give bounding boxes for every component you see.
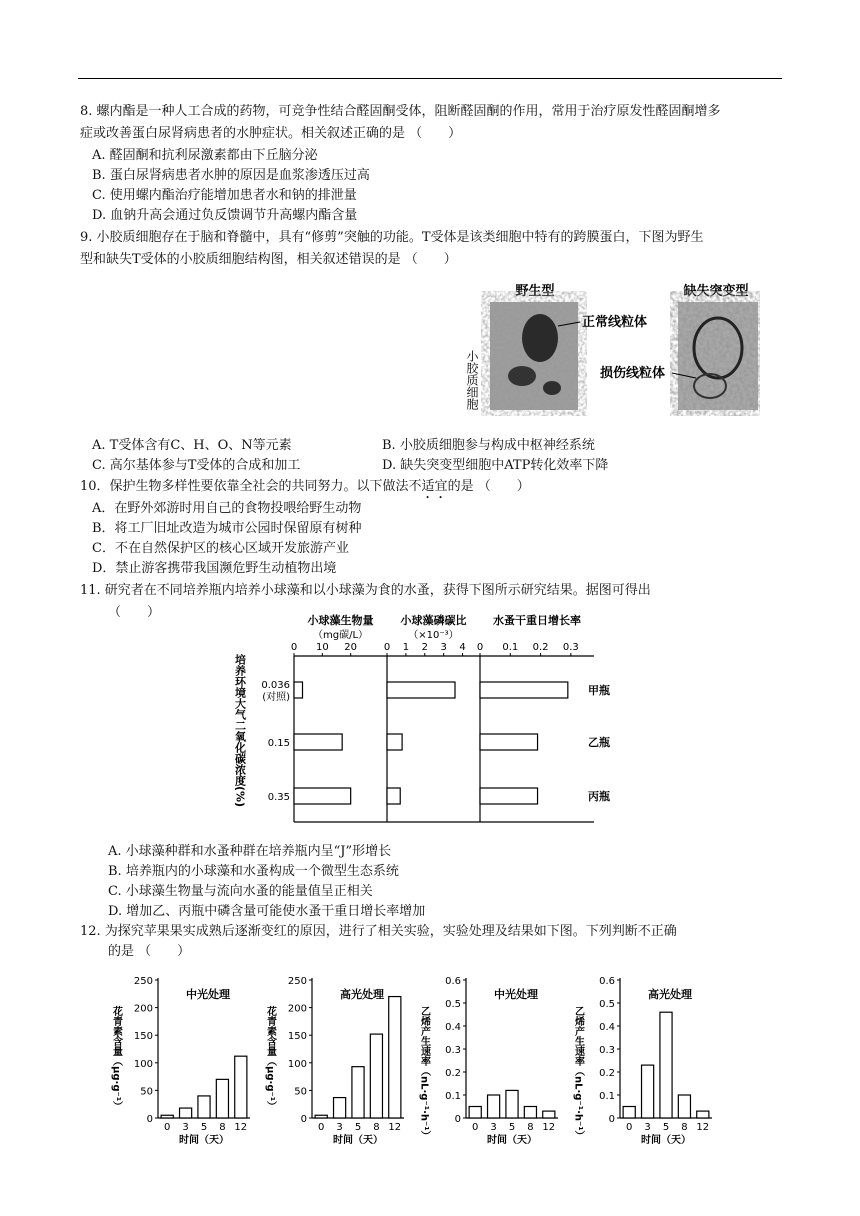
y-axis-title: 乙烯产生速率（nL·g⁻¹·h⁻¹） xyxy=(418,1006,430,1141)
bar xyxy=(660,1012,672,1118)
x-tick-label: 5 xyxy=(200,1122,208,1133)
header-rule xyxy=(78,78,782,79)
x-tick-label: 5 xyxy=(354,1122,362,1133)
q11-chart xyxy=(232,612,612,830)
x-axis-title: 时间（天） xyxy=(333,1135,383,1146)
tick-label: 0.3 xyxy=(562,642,579,653)
x-tick-label: 0 xyxy=(626,1122,633,1133)
q9-option-d: D. 缺失突变型细胞中ATP转化效率下降 xyxy=(382,458,609,473)
bar xyxy=(387,788,400,804)
y-tick-label: 0.1 xyxy=(445,1091,461,1102)
y-tick-label: 200 xyxy=(133,1003,153,1015)
tick-label: 0 xyxy=(383,642,391,653)
normal-mito-label: 正常线粒体 xyxy=(582,315,648,330)
q10-option-c: C．不在自然保护区的核心区域开发旅游产业 xyxy=(92,541,349,556)
bar xyxy=(334,1098,346,1118)
y-tick-label: 0.4 xyxy=(445,1022,461,1033)
q8-option-a: A. 醛固酮和抗利尿激素都由下丘脑分泌 xyxy=(92,148,318,163)
tick-label: 2 xyxy=(421,642,428,653)
q10-option-d: D．禁止游客携带我国濒危野生动植物出境 xyxy=(92,561,337,576)
bar xyxy=(506,1090,518,1118)
bar xyxy=(524,1107,536,1119)
chart-title: 高光处理 xyxy=(340,988,384,1001)
q11-option-a: A. 小球藻种群和水蚤种群在培养瓶内呈“J”形增长 xyxy=(108,844,392,859)
chart-title: 高光处理 xyxy=(648,988,692,1001)
bar xyxy=(543,1111,555,1118)
y-tick-label: 250 xyxy=(287,976,307,987)
x-tick-label: 3 xyxy=(336,1122,343,1133)
tick-label: 0 xyxy=(290,642,298,653)
tick-label: 1 xyxy=(402,642,410,653)
q8-option-c: C. 使用螺内酯治疗能增加患者水和钠的排泄量 xyxy=(92,188,357,203)
chart-title: 中光处理 xyxy=(494,988,538,1001)
y-tick-label: 0.5 xyxy=(445,999,461,1010)
tick-label: 3 xyxy=(440,642,447,653)
y-tick-label: 100 xyxy=(133,1058,153,1070)
category-label: 0.036 xyxy=(261,680,290,691)
side-label: 小胶质细胞 xyxy=(465,350,479,410)
bar xyxy=(387,734,402,750)
q8-stem-line2: 症或改善蛋白尿肾病患者的水肿症状。相关叙述正确的是 （ ） xyxy=(80,126,462,141)
q10-option-b: B．将工厂旧址改造为城市公园时保留原有树种 xyxy=(92,521,362,536)
y-tick-label: 0.6 xyxy=(599,976,615,987)
normal-mitochondrion xyxy=(522,314,558,362)
y-tick-label: 0.2 xyxy=(445,1068,461,1079)
x-tick-label: 8 xyxy=(527,1122,534,1133)
q8-option-b: B. 蛋白尿肾病患者水肿的原因是血浆渗透压过高 xyxy=(92,168,370,183)
bar xyxy=(387,682,455,698)
q8-stem-line1: 8. 螺内酯是一种人工合成的药物，可竞争性结合醛固酮受体，阻断醛固酮的作用，常用于治疗原发性醛固酮增多 xyxy=(80,104,721,119)
bar xyxy=(294,682,303,698)
q9-stem-line1: 9. 小胶质细胞存在于脑和脊髓中，具有“修剪”突触的功能。T受体是该类细胞中特有的跨膜蛋白，下图为野生 xyxy=(80,230,704,245)
bar xyxy=(216,1079,228,1118)
q9-stem-line2: 型和缺失T受体的小胶质细胞结构图，相关叙述错误的是 （ ） xyxy=(80,252,457,267)
q9-option-b: B. 小胶质细胞参与构成中枢神经系统 xyxy=(382,438,595,453)
y-tick-label: 0.4 xyxy=(599,1022,615,1033)
bar xyxy=(480,682,568,698)
bar xyxy=(488,1095,500,1118)
panel-unit: （mg碳/L） xyxy=(312,630,369,641)
x-tick-label: 3 xyxy=(182,1122,189,1133)
bottle-label: 丙瓶 xyxy=(588,790,610,803)
y-axis-title: 花青素含量（μg·g⁻¹） xyxy=(264,1006,276,1112)
x-axis-title: 时间（天） xyxy=(487,1135,537,1146)
y-axis-title: 花青素含量（μg·g⁻¹） xyxy=(110,1006,122,1112)
bar xyxy=(235,1056,247,1118)
chart-title: 中光处理 xyxy=(186,988,230,1001)
y-tick-label: 0 xyxy=(454,1114,461,1125)
category-label: 0.35 xyxy=(267,792,290,803)
bar xyxy=(294,734,342,750)
q8-option-d: D. 血钠升高会通过负反馈调节升高螺内酯含量 xyxy=(92,208,358,223)
y-tick-label: 250 xyxy=(133,976,153,987)
bar xyxy=(180,1108,192,1118)
bar xyxy=(697,1111,709,1118)
q11-option-d: D. 增加乙、丙瓶中磷含量可能使水蚤干重日增长率增加 xyxy=(108,904,426,919)
tick-label: 20 xyxy=(344,642,358,653)
y-tick-label: 100 xyxy=(287,1058,307,1070)
bar xyxy=(642,1065,654,1118)
y-axis-title: 培养环境大气二氧化碳浓度(%) xyxy=(233,654,247,808)
q11-stem-line2: （ ） xyxy=(108,605,161,620)
y-tick-label: 0.5 xyxy=(599,999,615,1010)
q11-option-c: C. 小球藻生物量与流向水蚤的能量值呈正相关 xyxy=(108,884,373,899)
x-tick-label: 12 xyxy=(234,1122,248,1133)
y-tick-label: 150 xyxy=(287,1031,307,1043)
q11-stem-line1: 11. 研究者在不同培养瓶内培养小球藻和以小球藻为食的水蚤，获得下图所示研究结果。据图可得出 xyxy=(80,583,651,598)
bar xyxy=(469,1107,481,1119)
x-tick-label: 3 xyxy=(490,1122,497,1133)
x-tick-label: 12 xyxy=(696,1122,710,1133)
mutant-label: 缺失突变型 xyxy=(683,284,749,299)
panel-title: 小球藻生物量 xyxy=(307,614,374,627)
bar xyxy=(352,1067,364,1118)
y-tick-label: 0.3 xyxy=(599,1045,615,1056)
y-tick-label: 0 xyxy=(300,1114,307,1125)
panel-title: 水蚤干重日增长率 xyxy=(493,614,581,627)
tick-label: 0 xyxy=(476,642,484,653)
q12-stem-line1: 12. 为探究苹果果实成熟后逐渐变红的原因，进行了相关实验，实验处理及结果如下图。下列判断不正确 xyxy=(80,924,677,939)
bar xyxy=(623,1107,635,1119)
q12-chart-ethylene-medium xyxy=(418,966,568,1148)
x-tick-label: 12 xyxy=(542,1122,556,1133)
x-tick-label: 0 xyxy=(318,1122,325,1133)
y-tick-label: 50 xyxy=(294,1086,307,1098)
y-tick-label: 200 xyxy=(287,1003,307,1015)
x-axis-title: 时间（天） xyxy=(641,1135,691,1146)
x-tick-label: 5 xyxy=(508,1122,516,1133)
panel-title: 小球藻磷碳比 xyxy=(400,614,467,627)
bar xyxy=(480,788,538,804)
q10-option-a: A．在野外郊游时用自己的食物投喂给野生动物 xyxy=(92,501,362,516)
x-tick-label: 8 xyxy=(681,1122,688,1133)
q10-emphasis: 适宜 xyxy=(421,479,448,494)
tick-label: 0.1 xyxy=(502,642,519,653)
q12-chart-ethylene-high xyxy=(572,966,722,1148)
q9-option-c: C. 高尔基体参与T受体的合成和加工 xyxy=(92,458,301,473)
y-tick-label: 0.3 xyxy=(445,1045,461,1056)
q9-option-a: A. T受体含有C、H、O、N等元素 xyxy=(92,438,292,453)
bar xyxy=(389,997,401,1118)
bar xyxy=(678,1095,690,1118)
y-tick-label: 0.1 xyxy=(599,1091,615,1102)
tick-label: 0.2 xyxy=(532,642,549,653)
y-tick-label: 0 xyxy=(608,1114,615,1125)
y-tick-label: 0.6 xyxy=(445,976,461,987)
category-label: (对照) xyxy=(262,692,290,703)
y-tick-label: 0.2 xyxy=(599,1068,615,1079)
y-tick-label: 150 xyxy=(133,1031,153,1043)
bar xyxy=(370,1034,382,1118)
x-tick-label: 3 xyxy=(644,1122,651,1133)
bottle-label: 乙瓶 xyxy=(588,736,610,749)
x-tick-label: 8 xyxy=(373,1122,380,1133)
damaged-mito-label: 损伤线粒体 xyxy=(600,366,666,381)
microglia-figure xyxy=(460,278,760,416)
bar xyxy=(480,734,538,750)
y-tick-label: 50 xyxy=(140,1086,153,1098)
q12-chart-anthocyanin-high xyxy=(264,966,414,1148)
y-tick-label: 0 xyxy=(146,1114,153,1125)
bar xyxy=(294,788,351,804)
tick-label: 4 xyxy=(459,642,466,653)
q12-chart-anthocyanin-medium xyxy=(110,966,260,1148)
bottle-label: 甲瓶 xyxy=(588,684,610,697)
panel-unit: （×10⁻³） xyxy=(408,630,459,641)
bar xyxy=(198,1096,210,1118)
bar xyxy=(315,1115,327,1118)
x-tick-label: 0 xyxy=(164,1122,171,1133)
category-label: 0.15 xyxy=(267,738,290,749)
x-tick-label: 5 xyxy=(662,1122,670,1133)
q12-stem-line2: 的是 （ ） xyxy=(108,944,191,959)
x-tick-label: 12 xyxy=(388,1122,402,1133)
tick-label: 10 xyxy=(315,642,329,653)
x-axis-title: 时间（天） xyxy=(179,1135,229,1146)
q10-stem: 10．保护生物多样性要依靠全社会的共同努力。以下做法不适宜的是 （ ） xyxy=(80,479,530,494)
x-tick-label: 0 xyxy=(472,1122,479,1133)
bar xyxy=(161,1115,173,1118)
wild-type-label: 野生型 xyxy=(515,284,555,299)
x-tick-label: 8 xyxy=(219,1122,226,1133)
q11-option-b: B. 培养瓶内的小球藻和水蚤构成一个微型生态系统 xyxy=(108,864,399,879)
y-axis-title: 乙烯产生速率（nL·g⁻¹·h⁻¹） xyxy=(572,1006,584,1141)
